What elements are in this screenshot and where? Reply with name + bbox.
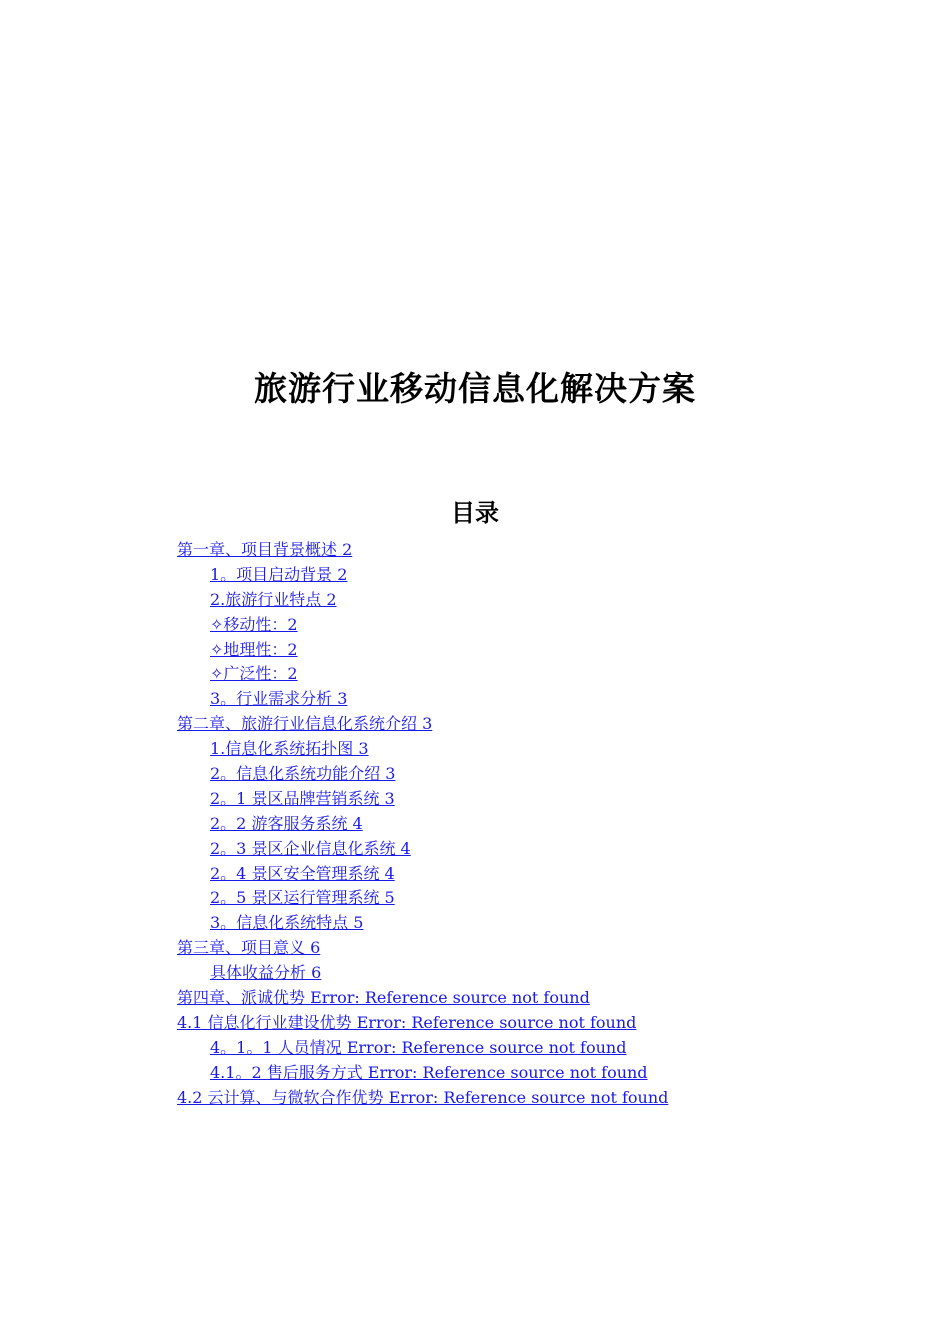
toc-link[interactable]: 2。信息化系统功能介绍 3: [210, 764, 396, 784]
toc-link[interactable]: 第二章、旅游行业信息化系统介绍 3: [177, 714, 433, 734]
toc-entry: [177, 638, 897, 663]
toc-link[interactable]: 第三章、项目意义 6: [177, 938, 321, 958]
toc-entry: [177, 588, 897, 613]
toc-entry: [177, 961, 897, 986]
toc-entry-section-4-2: [177, 1086, 897, 1111]
toc-link[interactable]: 2。3 景区企业信息化系统 4: [210, 838, 411, 858]
toc-entry: [177, 613, 897, 638]
toc-heading: 目录: [451, 499, 499, 527]
toc-link[interactable]: 1。项目启动背景 2: [210, 564, 348, 584]
toc-link[interactable]: 2.旅游行业特点 2: [210, 589, 337, 609]
toc-entry: [177, 787, 897, 812]
toc-link[interactable]: 3。信息化系统特点 5: [210, 913, 364, 933]
toc-entry-chapter-2: [177, 712, 897, 737]
toc-link[interactable]: 4。1。1 人员情况 Error: Reference source not found: [210, 1037, 627, 1057]
toc-link[interactable]: 第一章、项目背景概述 2: [177, 540, 353, 559]
toc-entry: [177, 812, 897, 837]
toc-link[interactable]: 1.信息化系统拓扑图 3: [210, 739, 369, 759]
toc-entry: [177, 737, 897, 762]
toc-link[interactable]: 4.1 信息化行业建设优势 Error: Reference source not found: [177, 1012, 637, 1032]
toc-link[interactable]: 具体收益分析 6: [210, 963, 322, 983]
toc-entry-section-4-1: [177, 1011, 897, 1036]
toc-entry: [177, 687, 897, 712]
toc-link[interactable]: 2。1 景区品牌营销系统 3: [210, 788, 395, 808]
toc-link[interactable]: 4.2 云计算、与微软合作优势 Error: Reference source not found: [177, 1087, 669, 1107]
toc-link[interactable]: ✧地理性：2: [210, 639, 298, 659]
toc-link[interactable]: ✧广泛性：2: [210, 664, 298, 684]
toc-link[interactable]: 4.1。2 售后服务方式 Error: Reference source not found: [210, 1062, 648, 1082]
toc-entry-chapter-1: [177, 538, 897, 563]
toc-entry: [177, 862, 897, 887]
toc-entry: [177, 911, 897, 936]
toc-entry: [177, 886, 897, 911]
toc-entry: [177, 762, 897, 787]
toc-entry-chapter-3: [177, 936, 897, 961]
toc-entry: [177, 1061, 897, 1086]
toc-link[interactable]: 2。4 景区安全管理系统 4: [210, 863, 395, 883]
toc-entry: [177, 563, 897, 588]
toc-entry: [177, 662, 897, 687]
table-of-contents: [177, 538, 897, 1110]
toc-link[interactable]: 3。行业需求分析 3: [210, 689, 348, 709]
toc-link[interactable]: 第四章、派诚优势 Error: Reference source not found: [177, 988, 590, 1008]
toc-entry: [177, 837, 897, 862]
toc-link[interactable]: 2。5 景区运行管理系统 5: [210, 888, 395, 908]
toc-entry-chapter-4: [177, 986, 897, 1011]
toc-link[interactable]: ✧移动性：2: [210, 614, 298, 634]
document-title: 旅游行业移动信息化解决方案: [254, 369, 696, 408]
toc-entry: [177, 1036, 897, 1061]
toc-link[interactable]: 2。2 游客服务系统 4: [210, 813, 363, 833]
